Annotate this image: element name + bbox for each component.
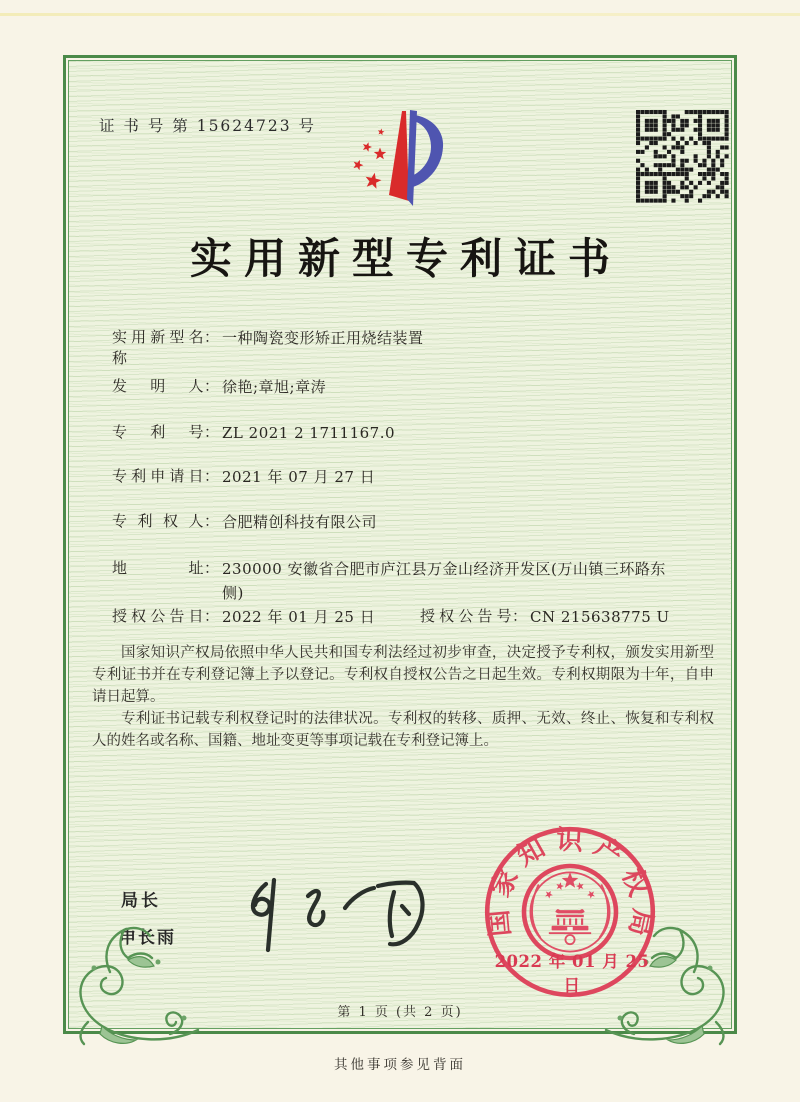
signature-strokes <box>253 880 423 950</box>
field-row-utility-model-name <box>112 326 424 368</box>
legal-text-block <box>92 642 714 752</box>
field-colon: ： <box>204 467 220 485</box>
qr-code <box>636 110 729 203</box>
field-colon: ： <box>204 377 220 395</box>
field-value: 一种陶瓷变形矫正用烧结装置 <box>222 329 424 347</box>
field-row-patentee <box>112 510 377 534</box>
field-row-address <box>112 557 674 606</box>
field-row-filing-date <box>112 465 375 489</box>
page-number: 第 1 页 (共 2 页) <box>337 1005 463 1020</box>
logo-stars <box>353 129 386 189</box>
field-value: 230000 安徽省合肥市庐江县万金山经济开发区(万山镇三环路东侧) <box>222 560 666 603</box>
seal-national-emblem <box>524 866 616 958</box>
field-label: 专利权人 <box>112 512 204 530</box>
seal-ring-text: 国家知识产权局 <box>482 824 659 948</box>
field-group-grant-number <box>420 605 670 629</box>
field-colon: ： <box>204 512 220 530</box>
field-label: 地址 <box>112 559 204 577</box>
flourish-strokes <box>80 928 198 1044</box>
field-value: CN 215638775 U <box>530 608 670 626</box>
field-value: 2021 年 07 月 27 日 <box>222 468 376 486</box>
field-label: 实用新型名称 <box>112 328 204 367</box>
field-row-inventors <box>112 375 326 399</box>
corner-flourish-left-icon <box>50 926 200 1046</box>
field-colon: ： <box>204 328 220 346</box>
director-signature-icon <box>228 858 433 963</box>
field-label: 专利申请日 <box>112 467 204 485</box>
field-row-patent-number <box>112 421 395 445</box>
field-value: 徐艳;章旭;章涛 <box>222 378 327 396</box>
field-value: 合肥精创科技有限公司 <box>222 513 378 531</box>
legal-paragraph-1: 国家知识产权局依照中华人民共和国专利法经过初步审查，决定授予专利权，颁发实用新型专利证书并在专利登记簿上予以登记。专利权自授权公告之日起生效。专利权期限为十年，自申请日起算。 <box>92 645 714 705</box>
certificate-number: 证 书 号 第 15624723 号 <box>99 117 317 135</box>
field-row-grant <box>112 605 722 629</box>
field-label: 发明人 <box>112 377 204 395</box>
field-label: 专利号 <box>112 423 204 441</box>
field-label: 授权公告日 <box>112 607 204 625</box>
certificate-title: 实用新型专利证书 <box>189 234 622 283</box>
signer-name: 申长雨 <box>119 928 176 948</box>
seal-gate <box>549 909 591 944</box>
field-colon: ： <box>204 607 220 625</box>
legal-paragraph-2: 专利证书记载专利权登记时的法律状况。专利权的转移、质押、无效、终止、恢复和专利权人的姓名或名称、国籍、地址变更等事项记载在专利登记簿上。 <box>92 711 714 749</box>
field-colon: ： <box>204 559 220 577</box>
seal-date: 2022 年 01 月 25 日 <box>494 952 650 995</box>
field-label: 授权公告号 <box>420 607 512 625</box>
cnipa-logo-icon <box>345 109 445 214</box>
logo-p-mark <box>389 110 443 206</box>
back-side-note: 其他事项参见背面 <box>334 1057 466 1073</box>
field-colon: ： <box>512 607 528 625</box>
signer-title: 局长 <box>121 891 161 911</box>
scan-edge-line <box>0 13 800 16</box>
field-value: ZL 2021 2 1711167.0 <box>222 424 396 442</box>
field-colon: ： <box>204 423 220 441</box>
field-value: 2022 年 01 月 25 日 <box>222 608 376 626</box>
